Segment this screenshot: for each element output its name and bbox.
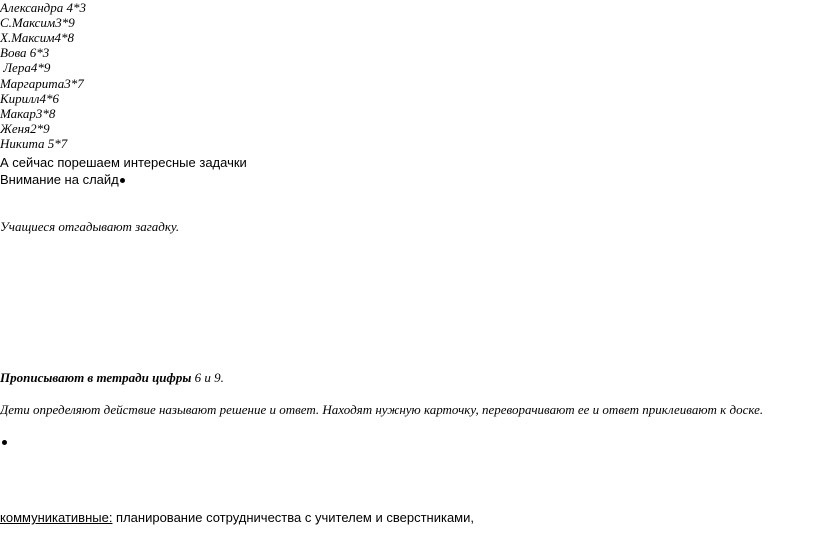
list-item: Александра 4*3 (0, 0, 86, 15)
list-item: С.Максим3*9 (0, 15, 75, 30)
list-item: Кирилл4*6 (0, 91, 59, 106)
list-item: Лера4*9 (0, 60, 51, 75)
write-digits-line (0, 370, 224, 386)
bullet-icon (120, 178, 125, 183)
intro-line: А сейчас порешаем интересные задачки (0, 155, 247, 170)
list-item: Маргарита3*7 (0, 76, 84, 91)
bullet-icon (2, 440, 7, 445)
attention-line (0, 172, 125, 188)
communicative-line (0, 510, 474, 526)
cards-line: Дети определяют действие называют решение и ответ. Находят нужную карточку, переворачивают ее и ответ приклеивают к доске. (0, 402, 764, 417)
list-item: Х.Максим4*8 (0, 30, 74, 45)
list-item: Никита 5*7 (0, 136, 68, 151)
write-digits-bold: Прописывают в тетради цифры (0, 370, 192, 385)
list-item: Вова 6*3 (0, 45, 50, 60)
list-item: Макар3*8 (0, 106, 56, 121)
write-digits-rest: 6 и 9. (191, 370, 224, 385)
communicative-text: планирование сотрудничества с учителем и сверстниками, (112, 510, 474, 525)
bullet-line (0, 433, 7, 449)
riddle-line: Учащиеся отгадывают загадку. (0, 219, 180, 234)
list-item: Женя2*9 (0, 121, 50, 136)
attention-text: Внимание на слайд (0, 172, 119, 187)
communicative-label: коммуникативные: (0, 510, 113, 525)
